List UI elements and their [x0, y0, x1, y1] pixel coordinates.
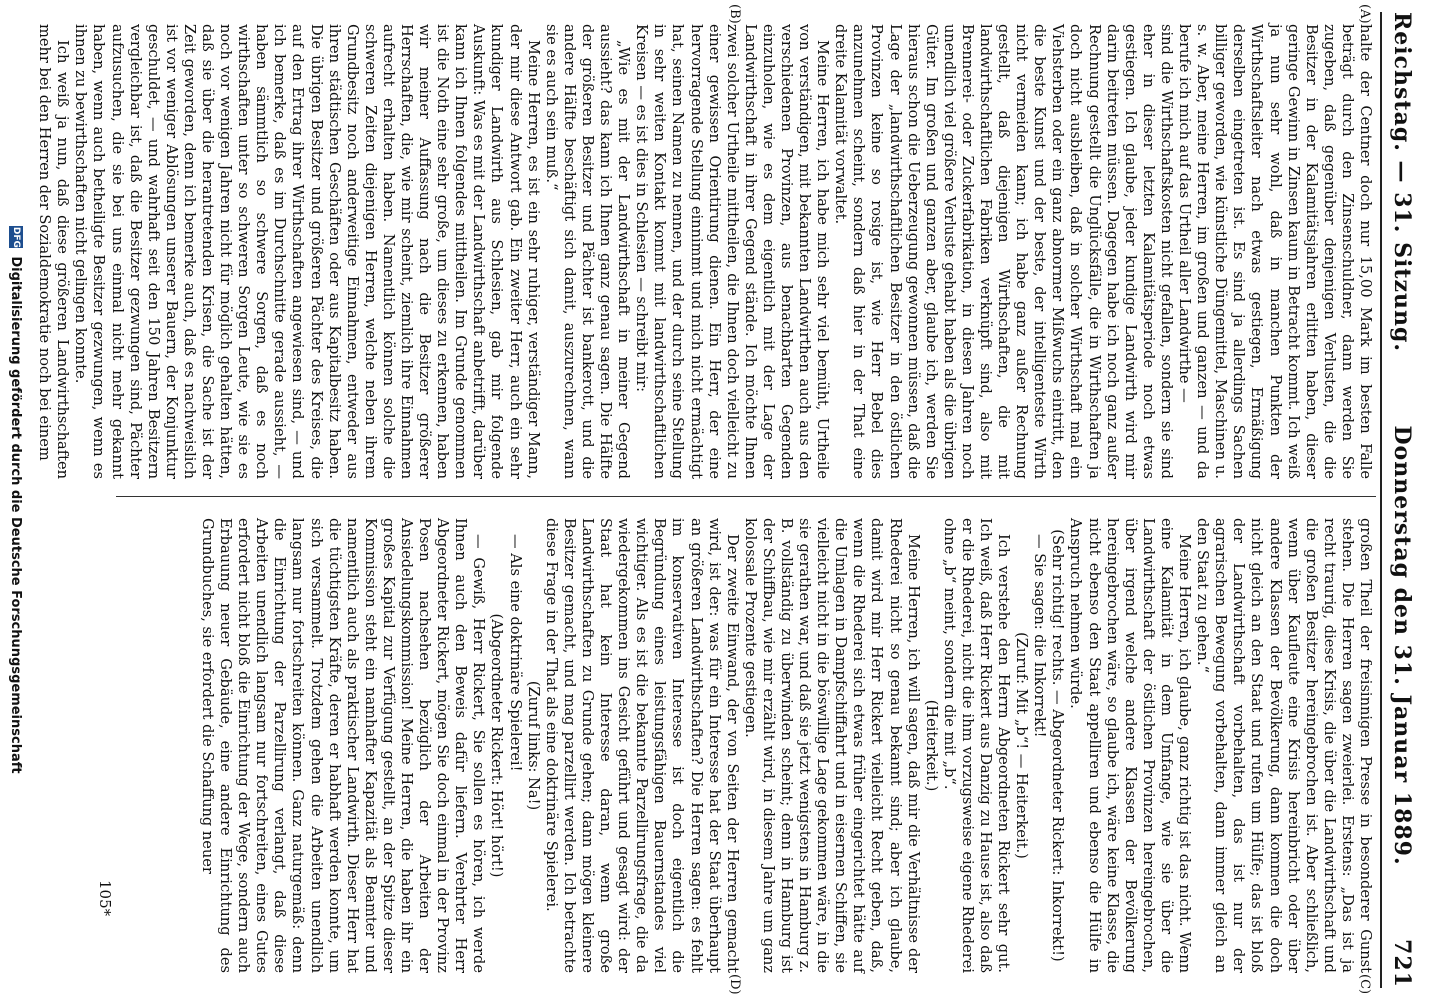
paragraph: Ich weiß ja nun, daß diese größeren Landwirthschaften mehr bei den Herren der Sozialdemokratie noch bei einem — [36, 24, 72, 479]
paragraph: Meine Herren, ich glaube, ganz richtig ist das nicht. Wenn eine Kalamität in dem Umfange, wie sie über die Landwirthschaft der östlichen Provinzen hereingebrochen, über irgend welche andere Klassen der Bevölkerung hereingebrochen wäre, so glaube ich, wäre keine Klasse, die nicht ebenso den Staat appelliren und ebenso die Hülfe in Anspruch nehmen würde. — [1067, 518, 1194, 973]
paragraph: großen Theil der freisinnigen Presse in besonderer Gunst stehen. Die Herren sagen zweierlei. Erstens: „Das ist ja recht traurig, diese Krisis, die über die Landwirthschaft und die großen Besitzer hereingebrochen ist. Aber schließlich, wenn über Kaufleute eine Krisis hereinbricht oder über andere Klassen der Bevölkerung, dann kommen die doch nicht gleich an den Staat und rufen um Hülfe; das ist bloß der Landwirthschaft vorbehalten, das ist nur der agrarischen Bewegung vorbehalten, dann immer gleich an den Staat zu gehen.“ — [1194, 518, 1374, 973]
paragraph: (Abgeordneter Rickert: Hört! hört!) — [488, 613, 506, 878]
margin-marker-a: (A) — [1357, 4, 1372, 24]
paragraph: Meine Herren, ich habe mich sehr viel bemüht, Urtheile von verständigen, mit bekannten Landwirthen auch aus den verschiedenen Provinzen, aus benachbarten Gegenden einzuholen, wie es dem eigentlich mit der Lage der Landwirthschaft in ihrer Gegend stände. Ich möchte Ihnen zwei solcher Urtheile mittheilen, die Ihnen doch vielleicht zu einer gewissen Orientirung dienen. Ein Herr, der eine hervorragende Stellung einnimmt und mich nicht ermächtigt hat, seinen Namen zu nennen, und der durch seine Stellung in sehr weiten Kontakt kommt mit landwirthschaftlichen Kreisen — es ist dies in Schlesien — schreibt mir: — [633, 24, 832, 479]
paragraph: — Sie sagen: die Inkorrekt! — [1031, 534, 1049, 738]
right-column — [119, 518, 1374, 973]
paragraph: — Gewiß, Herr Rickert, Sie sollen es hören, ich werde Ihnen auch den Beweis dafür liefern. Verehrter Herr Abgeordneter Rickert, mögen Sie doch einmal in der Provinz Posen nachsehen bezüglich der Arbeiten der Ansiedelungskommission! Meine Herren, die haben ihr ein großes Kapital zur Verfügung gestellt, an der Spitze dieser Kommission steht ein namhafter Kapazität als Beamter und namentlich auch als praktischer Landwirth. Dieser Herr hat die tüchtigsten Kräfte, deren er habhaft werden konnte, um sich versammelt. Trotzdem gehen die Arbeiten unendlich langsam nur fortschreiten können. Ganz naturgemäß: denn die Einrichtung der Parzellirung verlangt, daß diese Arbeiten unendlich langsam nur fortschreiten, eines Gutes erfordert nicht bloß die Einrichtung der Wege, sondern auch Erbauung neuer Gebäude, eine andere Einrichtung des Grundbuches, sie erfordert die Schaffung neuer — [199, 518, 488, 973]
paragraph: (Zuruf links: Na!) — [524, 680, 542, 811]
column-separator — [116, 496, 1376, 497]
paragraph: sind die Wirthschaftskosten nicht gefallen, sondern sie sind eher in dieser letzten Kalamitätsperiode noch etwas gestiegen. Ich glaube, jeder kundige Landwirth wird mir darin beitreten müssen. Dagegen habe ich noch ganz außer Rechnung gestellt die Unglücksfälle, die in Wirthschaften ja doch nicht ausbleiben, daß in solcher Wirthschaft mal ein Viehsterben oder ein ganz abnormer Mißwuchs eintritt, den die beste Kunst und der beste, der intelligenteste Wirth nicht vermeiden kann; ich habe ganz außer Rechnung gestellt, daß diejenigen Wirthschaften, die mit landwirthschaftlichen Fabriken verknüpft sind, also mit Brennerei- oder Zuckerfabrikation, in diesen Jahren noch unendlich viel größere Verluste gehabt haben als die übrigen Güter. Im großen und ganzen aber, glaube ich, werden Sie hieraus schon die Ueberzeugung gewonnen müssen, daß die Lage der „landwirthschaftlichen Besitzer in den östlichen Provinzen keine so rosige ist, wie Herr Bebel dies anzunehmen scheint, sondern daß hier in der That eine dreite Kalamität vorwaltet. — [832, 24, 1175, 479]
page-header — [1382, 12, 1422, 988]
page-number: 721 — [1389, 939, 1415, 988]
paragraph: Ich verstehe den Herrn Abgeordneten Rickert sehr gut. Ich weiß, daß Herr Rickert aus Danzig zu Hause ist, also daß er die Rhederei, nicht die ihm vorzugsweise eigene Rhederei ohne „b“ meint, sondern die mit „b“. — [940, 518, 1013, 973]
digitization-credit — [2, 0, 30, 1000]
paragraph: „Wie es mit der Landwirthschaft in meiner Gegend aussieht? das kann ich Ihnen ganz genau sagen. Die Hälfte der größeren Besitzer und Pächter ist bankerott, und die andere Hälfte beschäftigt sich damit, auszurechnen, wann sie es auch sein muß.“ — [542, 24, 633, 479]
paragraph: halte der Centner doch nur 15,00 Mark im besten Falle beträgt durch den Zinsenschuldner, dann werden Sie zugeben, daß gegenüber denjenigen Verlusten, die die Besitzer in der Kalamitätsjahren erlitten haben, dieser geringe Gewinn in Zinsen kaum in Betracht kommt. Ich weiß ja nun sehr wohl, daß in manchen Punkten der Wirthschaftsleiter nach etwas gestiegen, Ermäßigung derselben eingetreten ist. Es sind ja allerdings Sachen billiger geworden, wie künstliche Düngemittel, Maschinen u. s. w. Aber, meine Herren, im großen und ganzen — und da berufe ich mich auf das Urtheil aller Landwirthe — — [1176, 24, 1374, 479]
left-column — [36, 24, 1374, 479]
margin-marker-c: (C) — [1357, 974, 1372, 995]
header-rule — [1380, 12, 1382, 988]
margin-marker-d: (D) — [727, 974, 742, 995]
margin-marker-b: (B) — [727, 4, 742, 24]
dfg-logo: DFG — [11, 226, 21, 248]
paragraph: Der zweite Einwand, der von Seiten der Herren gemacht wird, ist der: was für ein Interesse hat der Staat überhaupt an größeren Landwirthschaften? Die Herren sagen: es fehlt im konservativen Interesse ist doch eigentlich die Begründung eines leistungsfähigen Bauernstandes viel wichtiger. Als es ist die bekannte Parzellirungsfrage, die da wiedergekommen ins Gesicht geführt und gesagt wird: der Staat hat kein Interesse daran, wenn große Landwirthschaften zu Grunde gehen; dann mögen kleinere Besitzer gemacht, und mag parzellirt werden. Ich betrachte diese Frage in der That als eine doktrinäre Spielerei. — [542, 518, 741, 973]
paragraph: (Zuruf: Mit „b“! — Heiterkeit.) — [1013, 632, 1031, 859]
header-left: Reichstag. — 31. Sitzung. — [1389, 12, 1415, 353]
signature-mark: 105* — [96, 880, 114, 917]
paragraph: Meine Herren, es ist ein sehr ruhiger, verständiger Mann, der mir diese Antwort gab. Ein zweiter Herr, auch ein sehr kundiger Landwirth aus Schlesien, gab mir folgende Auskunft: Was es mit der Landwirthschaft anbetrifft, darüber kann ich Ihnen folgendes mittheilen. Im Grunde genommen ist die Noth eine sehr große, um dieses zu erkennen, haben wir meiner Auffassung nach die Besitzer größerer Herrschaften, die, wie mir scheint, ziemlich ihre Einnahmen aufrecht erhalten haben. Namentlich können solche die schweren Zeiten diejenigen Herren, welche neben ihrem Grundbesitz noch anderweitige Einnahmen, entweder aus ihren städtischen Geschäften oder aus Kapitalbesitz haben. Die übrigen Besitzer und größeren Pächter des Kreises, die auf den Ertrag ihrer Wirthschaften angewiesen sind, — und ich bemerke, daß es im Durchschnitte gerade aussieht, — haben sämmtlich so schwere Sorgen, daß es noch wirthschaften unter so schweren Sorgen Leute, wie sie es noch vor wenigen Jahren nicht für möglich gehalten hätten, daß sie über die herantretenden Krisen, die Sache ist der Zeit geworden, denn ich bemerke auch, daß es nachweislich ist vor weniger Ablösungen unserer Bauern, der Konjunktur geschuldet, — und wahrhaft seit den 150 Jahren Besitzern vergleichbar ist, daß die Besitzer gezwungen sind, Pächter aufzusuchen, die sie bei uns einmal nicht mehr gekannt haben, wenn auch betheiligte Besitzer gezwungen, wenn es ihnen zu bewirthschaften nicht gelingen konnte. — [72, 24, 542, 479]
credit-text: Digitalisierung gefördert durch die Deutsche Forschungsgemeinschaft — [8, 256, 24, 774]
paragraph: (Sehr richtig! rechts. — Abgeordneter Rickert: Inkorrekt!) — [1049, 529, 1067, 962]
paragraph: — Als eine doktrinäre Spielerei! — [506, 534, 524, 772]
header-date: Donnerstag den 31. Januar 1889. — [1389, 425, 1415, 866]
paragraph: (Heiterkeit.) — [922, 699, 940, 792]
paragraph: Meine Herren, ich will sagen, daß mir die Verhältnisse der Rhederei nicht so genau bekannt sind; aber ich glaube, damit wird mir Herr Rickert vielleicht Recht geben, daß, wenn die Rhederei sich etwas früher eingerichtet hätte auf die Umlagen in Dampfschiffahrt und in eisernen Schiffen, sie vielleicht nicht in die böswillige Lage gekommen wäre, in die sie gerathen war, und daß sie jetzt wenigstens in Hamburg z. B. vollständig zu überwinden scheint; denn in Hamburg ist der Schiffbau, wie mir erzählt wird, in diesem Jahre um ganz kolossale Prozente gestiegen. — [741, 518, 922, 973]
